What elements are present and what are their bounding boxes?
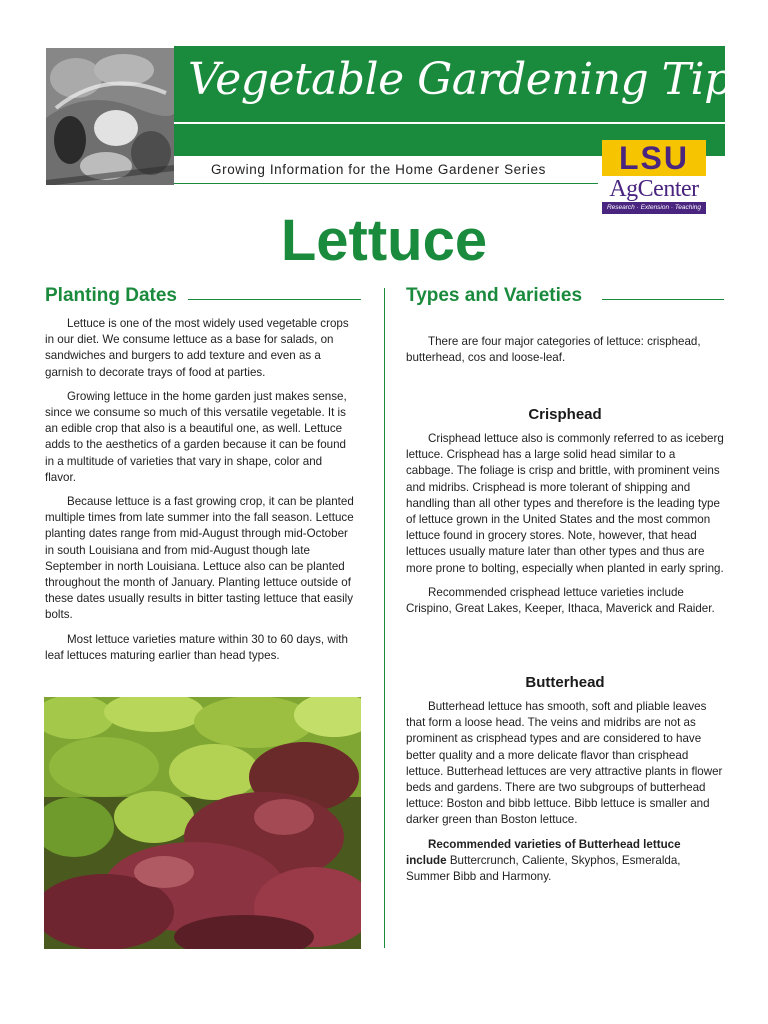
series-rule [174, 183, 598, 184]
recommended-list: Buttercrunch, Caliente, Skyphos, Esmeralda, Summer Bibb and Harmony. [406, 853, 681, 884]
series-subtitle: Growing Information for the Home Gardener Series [211, 162, 546, 177]
butterhead-heading: Butterhead [525, 674, 605, 691]
lsu-agcenter-logo [602, 140, 706, 214]
logo-lsu-text: LSU [602, 140, 706, 176]
planting-dates-body [45, 316, 355, 672]
banner-title: Vegetable Gardening Tips [188, 54, 754, 105]
crisphead-body [406, 431, 724, 625]
vegetable-basket-photo [46, 48, 174, 185]
paragraph: Crisphead lettuce also is commonly referred to as iceberg lettuce. Crisphead has a large solid head similar to a cabbage. The foliage is crisp and brittle, with prominent veins and midribs. Crisphead is more tolerant of shipping and handling than all other types and therefore is the leading type of lettuce grown in the United States and the most common lettuce found in grocery stores. Note, however, that head lettuces usually mature later than other types and thus are more prone to bolting, especially when planted in early spring. [406, 432, 724, 575]
types-varieties-rule [602, 299, 724, 300]
paragraph: There are four major categories of lettuce: crisphead, butterhead, cos and loose-leaf. [406, 335, 701, 365]
paragraph [406, 837, 724, 886]
crisphead-heading: Crisphead [528, 406, 602, 423]
paragraph: Lettuce is one of the most widely used vegetable crops in our diet. We consume lettuce as a base for salads, on sandwiches and burgers to add texture and even as a garnish to decorate trays of food at parties. [45, 317, 349, 379]
banner-rule [174, 122, 725, 124]
paragraph: Growing lettuce in the home garden just makes sense, since we consume so much of this versatile vegetable. It is an edible crop that also is a beautiful one, as well. Lettuce adds to the aesthetics of a garden because it can be found in a multitude of varieties that vary in shape, color and flavor. [45, 389, 347, 484]
column-divider [384, 288, 385, 948]
planting-dates-rule [188, 299, 361, 300]
paragraph: Most lettuce varieties mature within 30 to 60 days, with leaf lettuces maturing earlier than head types. [45, 632, 348, 662]
paragraph: Butterhead lettuce has smooth, soft and pliable leaves that form a loose head. The veins and midribs are not as prominent as crisphead types and are considered to have better quality and a more delicate flavor than crisphead lettuce. Butterhead lettuces are very attractive plants in flower beds and gardens. There are two subgroups of butterhead lettuce: Boston and bibb lettuce. Bibb lettuce is smaller and darker green than Boston lettuce. [406, 700, 723, 827]
paragraph: Recommended crisphead lettuce varieties include Crispino, Great Lakes, Keeper, Ithaca, Maverick and Raider. [406, 585, 715, 616]
logo-tagline: Research · Extension · Teaching [602, 202, 706, 214]
paragraph: Because lettuce is a fast growing crop, it can be planted multiple times from late summer into the fall season. Lettuce planting dates range from mid-August through mid-October in south Louisiana and from mid-August though late September in north Louisiana. Lettuce also can be planted throughout the month of January. Planting lettuce outside of these dates usually results in bitter tasting lettuce that easily bolts. [45, 495, 354, 622]
page-title: Lettuce [280, 208, 488, 273]
logo-agcenter-text: AgCenter [602, 176, 706, 202]
recommended-lead: Recommended varieties of Butterhead lettuce include [406, 837, 681, 867]
butterhead-body [406, 699, 724, 893]
lettuce-garden-photo [44, 697, 361, 949]
types-intro [406, 334, 724, 374]
planting-dates-heading: Planting Dates [45, 285, 177, 306]
types-varieties-heading: Types and Varieties [406, 285, 583, 306]
